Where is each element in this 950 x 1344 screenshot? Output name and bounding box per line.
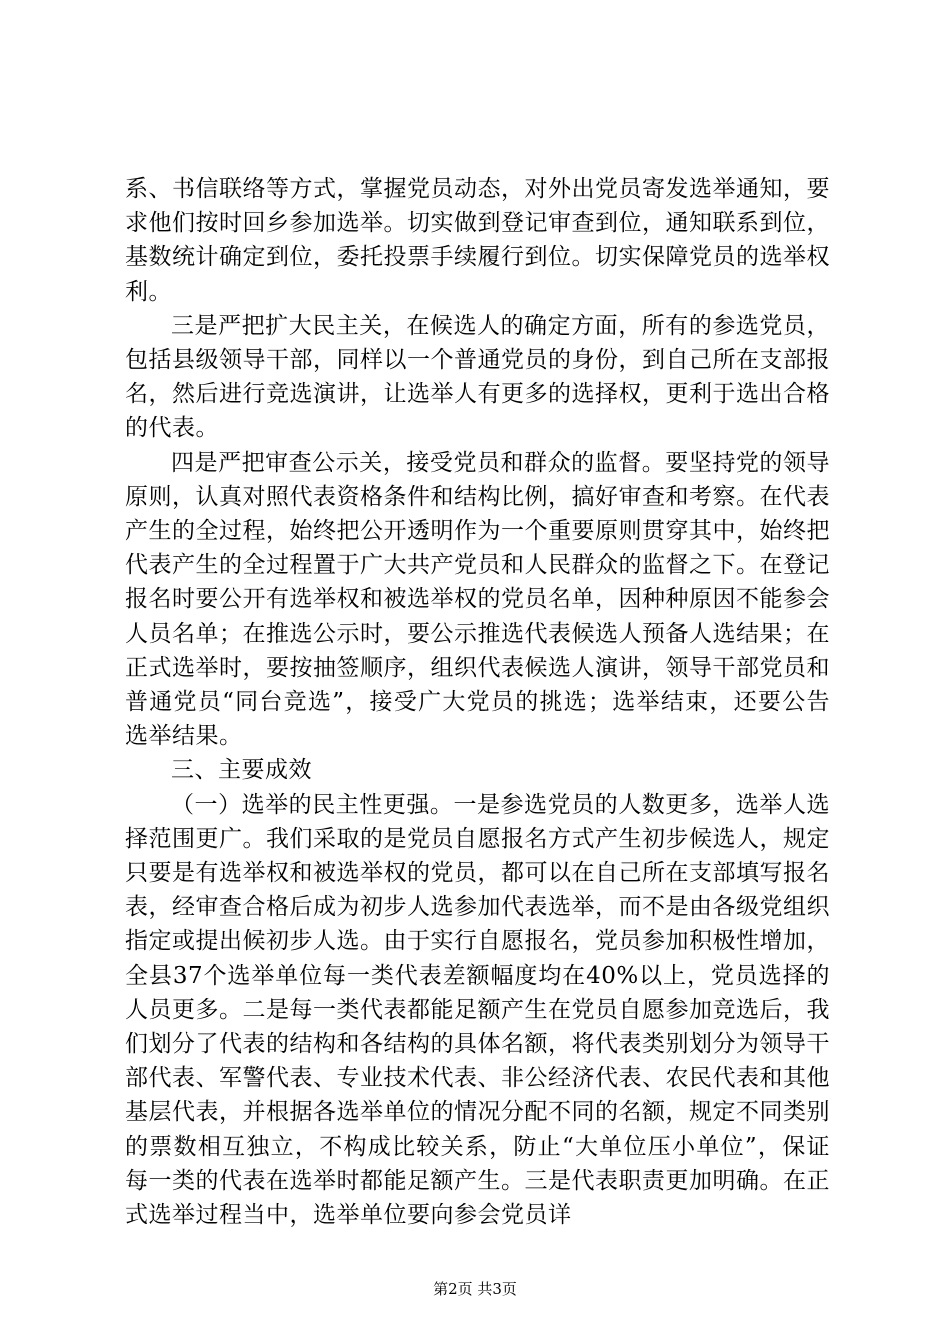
paragraph-democracy: （一）选举的民主性更强。一是参选党员的人数更多，选举人选择范围更广。我们采取的是党员自愿报名方式产生初步候选人，规定只要是有选举权和被选举权的党员，都可以在自己所在支部填写报名表，经审查合格后成为初步人选参加代表选举，而不是由各级党组织指定或提出候初步人选。由于实行自愿报名，党员参加积极性增加，全县37个选举单位每一类代表差额幅度均在40%以上，党员选择的人员更多。二是每一类代表都能足额产生在党员自愿参加竞选后，我们划分了代表的结构和各结构的具体名额，将代表类别划分为领导干部代表、军警代表、专业技术代表、非公经济代表、农民代表和其他基层代表，并根据各选举单位的情况分配不同的名额，规定不同类别的票数相互独立，不构成比较关系，防止“大单位压小单位”，保证每一类的代表在选举时都能足额产生。三是代表职责更加明确。在正式选举过程当中，选举单位要向参会党员详 [125,791,830,1229]
paragraph-item-three: 三是严把扩大民主关，在候选人的确定方面，所有的参选党员，包括县级领导干部，同样以一个普通党员的身份，到自己所在支部报名，然后进行竞选演讲，让选举人有更多的选择权，更利于选出合格的代表。 [125,312,830,442]
document-body [125,172,830,1232]
page-footer: 第2页 共3页 [433,1280,517,1298]
paragraph-item-four: 四是严把审查公示关，接受党员和群众的监督。要坚持党的领导原则，认真对照代表资格条件和结构比例，搞好审查和考察。在代表产生的全过程，始终把公开透明作为一个重要原则贯穿其中，始终把代表产生的全过程置于广大共产党员和人民群众的监督之下。在登记报名时要公开有选举权和被选举权的党员名单，因种种原因不能参会人员名单；在推选公示时，要公示推选代表候选人预备人选结果；在正式选举时，要按抽签顺序，组织代表候选人演讲，领导干部党员和普通党员“同台竞选”，接受广大党员的挑选；选举结束，还要公告选举结果。 [125,449,830,750]
section-heading-main-results: 三、主要成效 [171,757,312,784]
paragraph-continued: 系、书信联络等方式，掌握党员动态，对外出党员寄发选举通知，要求他们按时回乡参加选举。切实做到登记审查到位，通知联系到位，基数统计确定到位，委托投票手续履行到位。切实保障党员的选举权利。 [125,176,830,305]
